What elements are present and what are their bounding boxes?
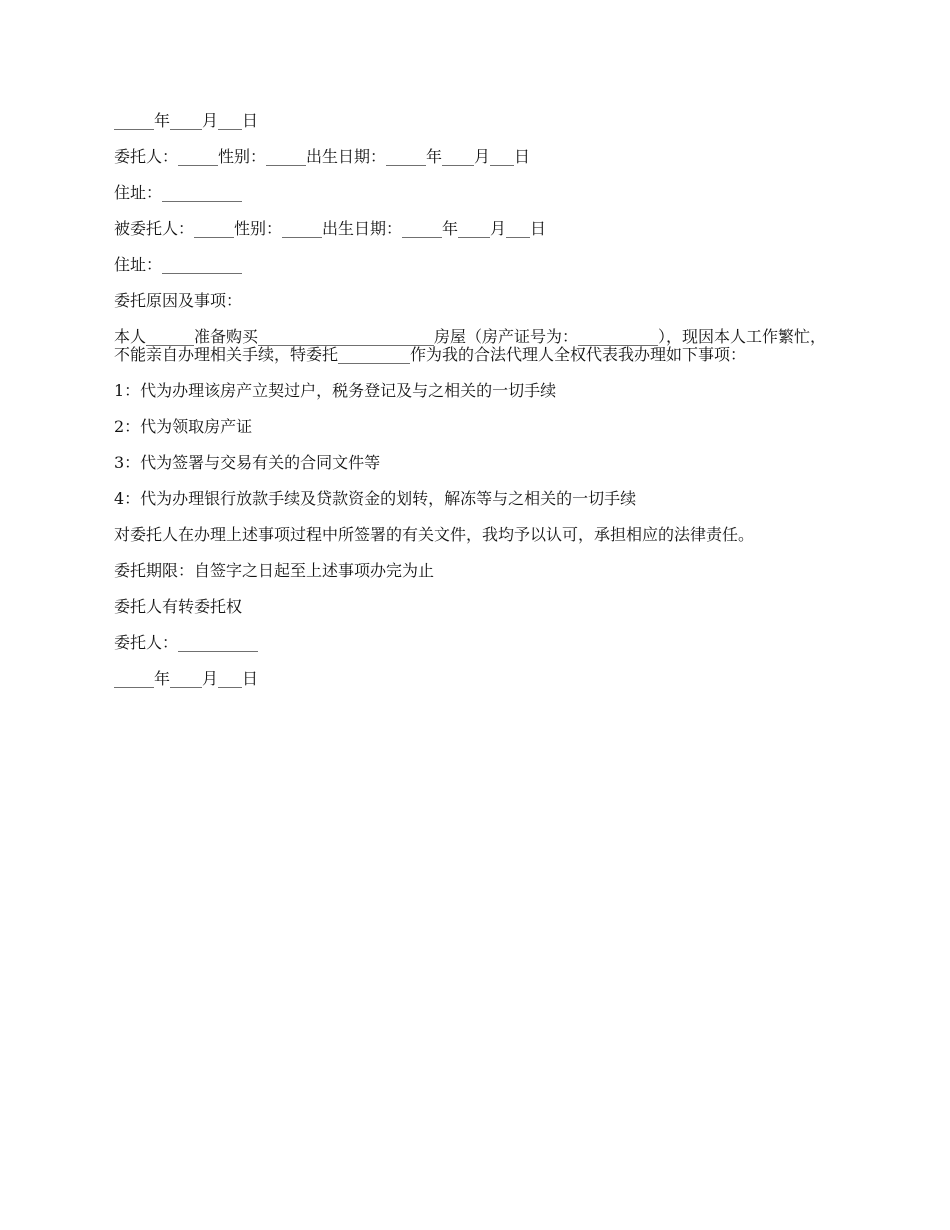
agent-address-line: 住址：__________: [114, 255, 243, 274]
item-2: 2：代为领取房产证: [114, 417, 253, 436]
item-3: 3：代为签署与交易有关的合同文件等: [114, 453, 381, 472]
item-1: 1：代为办理该房产立契过户，税务登记及与之相关的一切手续: [114, 381, 557, 400]
date-line-top: _____年____月___日: [114, 111, 259, 130]
reason-heading: 委托原因及事项：: [114, 291, 243, 310]
agent-info-line: 被委托人：_____性别：_____出生日期：_____年____月___日: [114, 219, 547, 238]
principal-info-line: 委托人：_____性别：_____出生日期：_____年____月___日: [114, 147, 531, 166]
principal-signature-line: 委托人：__________: [114, 633, 259, 652]
term-line: 委托期限：自签字之日起至上述事项办完为止: [114, 561, 435, 580]
acknowledgement-paragraph: 对委托人在办理上述事项过程中所签署的有关文件，我均予以认可，承担相应的法律责任。: [114, 525, 755, 544]
date-line-bottom: _____年____月___日: [114, 669, 259, 688]
sub-delegation-line: 委托人有转委托权: [114, 597, 243, 616]
principal-address-line: 住址：__________: [114, 183, 243, 202]
reason-paragraph: 本人______准备购买______________________房屋（房产证号为：__________），现因本人工作繁忙，不能亲自办理相关手续，特委托_________作为我的合法代理人全权代表我办理如下事项：: [114, 327, 827, 364]
item-4: 4：代为办理银行放款手续及贷款资金的划转，解冻等与之相关的一切手续: [114, 489, 637, 508]
document-body: [114, 112, 834, 706]
